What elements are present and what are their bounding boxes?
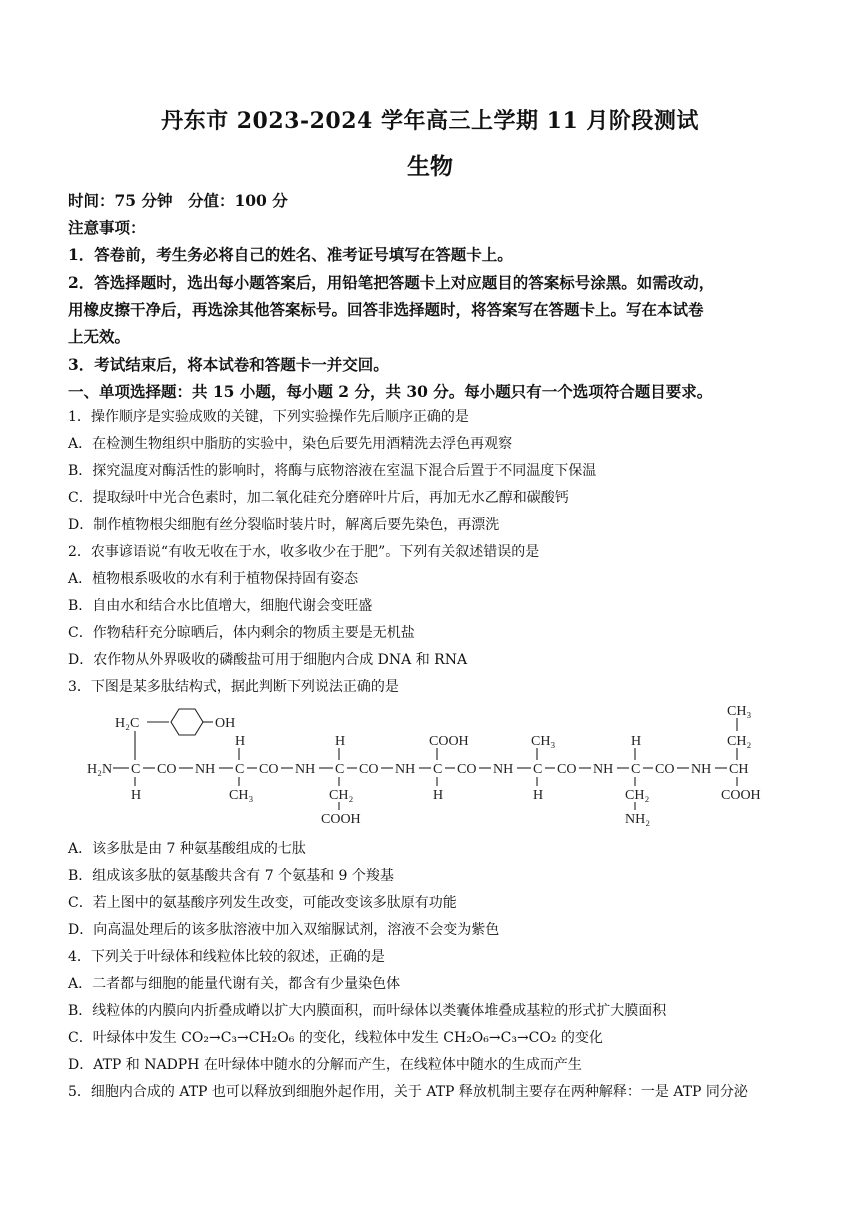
struct-main-nh5: NH xyxy=(593,762,614,777)
notice-1: 1．答卷前，考生务必将自己的姓名、准考证号填写在答题卡上。 xyxy=(68,245,513,264)
struct-top-h-3: H xyxy=(631,734,642,749)
struct-bottom-h-2: H xyxy=(433,788,444,803)
struct-bottom-ch3: CH₃ xyxy=(229,788,254,803)
struct-top-h-1: H xyxy=(235,734,246,749)
struct-bottom-h-1: H xyxy=(131,788,142,803)
q3-stem: 3．下图是某多肽结构式，据此判断下列说法正确的是 xyxy=(68,679,399,695)
struct-main-co6: CO xyxy=(655,762,675,777)
struct-main-c2: C xyxy=(235,762,245,777)
struct-main-nh6: NH xyxy=(691,762,712,777)
struct-main-h2n: H₂N xyxy=(87,762,113,777)
struct-bottom-h-3: H xyxy=(533,788,544,803)
struct-main-co1: CO xyxy=(157,762,177,777)
q4-option-b: B．线粒体的内膜向内折叠成嵴以扩大内膜面积，而叶绿体以类囊体堆叠成基粒的形式扩大膜面积 xyxy=(68,1003,667,1019)
q4-option-d: D．ATP 和 NADPH 在叶绿体中随水的分解而产生，在线粒体中随水的生成而产生 xyxy=(68,1057,582,1073)
struct-main-ch: CH xyxy=(729,762,749,777)
struct-bottom-cooh-2: COOH xyxy=(721,788,761,803)
q2-option-c: C．作物秸秆充分晾晒后，体内剩余的物质主要是无机盐 xyxy=(68,625,415,641)
q5-stem: 5．细胞内合成的 ATP 也可以释放到细胞外起作用，关于 ATP 释放机制主要存在两种解释：一是 ATP 同分泌 xyxy=(68,1084,748,1100)
q2-option-b: B．自由水和结合水比值增大，细胞代谢会变旺盛 xyxy=(68,598,373,614)
q2-stem: 2．农事谚语说“有收无收在于水，收多收少在于肥”。下列有关叙述错误的是 xyxy=(68,544,540,560)
struct-main-co4: CO xyxy=(457,762,477,777)
q3-option-a: A．该多肽是由 7 种氨基酸组成的七肽 xyxy=(68,841,306,857)
struct-main-c1: C xyxy=(131,762,141,777)
notice-2-line-2: 用橡皮擦干净后，再选涂其他答案标号。回答非选择题时，将答案写在答题卡上。写在本试卷 xyxy=(68,300,704,319)
struct-main-co5: CO xyxy=(557,762,577,777)
q4-option-c: C．叶绿体中发生 CO₂→C₃→CH₂O₆ 的变化，线粒体中发生 CH₂O₆→C₃→CO₂ 的变化 xyxy=(68,1030,603,1046)
struct-top-cooh: COOH xyxy=(429,734,469,749)
struct-bottom-ch2-1: CH₂ xyxy=(329,788,354,803)
struct-top-ch2-end: CH₂ xyxy=(727,734,752,749)
struct-benzene-ring xyxy=(171,709,203,735)
struct-main-nh1: NH xyxy=(195,762,216,777)
q1-stem: 1．操作顺序是实验成败的关键，下列实验操作先后顺序正确的是 xyxy=(68,409,469,425)
struct-main-co3: CO xyxy=(359,762,379,777)
struct-main-c6: C xyxy=(631,762,641,777)
notice-2-line-1: 2．答选择题时，选出每小题答案后，用铅笔把答题卡上对应题目的答案标号涂黑。如需改动， xyxy=(68,273,715,292)
struct-main-nh3: NH xyxy=(395,762,416,777)
struct-main-c4: C xyxy=(433,762,443,777)
q1-option-c: C．提取绿叶中光合色素时，加二氧化硅充分磨碎叶片后，再加无水乙醇和碳酸钙 xyxy=(68,490,569,506)
struct-top-ch3-end: CH₃ xyxy=(727,704,752,719)
polypeptide-structure xyxy=(85,700,785,830)
struct-top-h-2: H xyxy=(335,734,346,749)
q4-stem: 4．下列关于叶绿体和线粒体比较的叙述，正确的是 xyxy=(68,949,385,965)
q2-option-d: D．农作物从外界吸收的磷酸盐可用于细胞内合成 DNA 和 RNA xyxy=(68,652,468,668)
struct-top-oh: OH xyxy=(215,716,236,731)
notice-2-line-3: 上无效。 xyxy=(68,327,131,346)
struct-main-nh4: NH xyxy=(493,762,514,777)
notice-title: 注意事项： xyxy=(68,218,146,237)
struct-bottom-nh2: NH₂ xyxy=(625,812,651,827)
q1-option-d: D．制作植物根尖细胞有丝分裂临时装片时，解离后要先染色，再漂洗 xyxy=(68,517,500,533)
q3-option-d: D．向高温处理后的该多肽溶液中加入双缩脲试剂，溶液不会变为紫色 xyxy=(68,922,500,938)
struct-top-ch3: CH₃ xyxy=(531,734,556,749)
q1-option-b: B．探究温度对酶活性的影响时，将酶与底物溶液在室温下混合后置于不同温度下保温 xyxy=(68,463,597,479)
struct-main-c3: C xyxy=(335,762,345,777)
exam-title: 丹东市 2023-2024 学年高三上学期 11 月阶段测试 xyxy=(161,108,699,134)
notice-3: 3．考试结束后，将本试卷和答题卡一并交回。 xyxy=(68,355,389,374)
time-score: 时间：75 分钟 分值：100 分 xyxy=(68,191,288,210)
exam-subject: 生物 xyxy=(407,153,453,180)
struct-main-co2: CO xyxy=(259,762,279,777)
struct-main-nh2: NH xyxy=(295,762,316,777)
q3-option-b: B．组成该多肽的氨基酸共含有 7 个氨基和 9 个羧基 xyxy=(68,868,394,884)
struct-top-h2c: H₂C xyxy=(115,716,140,731)
q1-option-a: A．在检测生物组织中脂肪的实验中，染色后要先用酒精洗去浮色再观察 xyxy=(68,436,513,452)
q3-option-c: C．若上图中的氨基酸序列发生改变，可能改变该多肽原有功能 xyxy=(68,895,457,911)
struct-bottom-ch2-2: CH₂ xyxy=(625,788,650,803)
section-1-heading: 一、单项选择题：共 15 小题，每小题 2 分，共 30 分。每小题只有一个选项符合题目要求。 xyxy=(68,382,713,401)
struct-bottom-cooh-1: COOH xyxy=(321,812,361,827)
q4-option-a: A．二者都与细胞的能量代谢有关，都含有少量染色体 xyxy=(68,976,401,992)
struct-main-c5: C xyxy=(533,762,543,777)
q2-option-a: A．植物根系吸收的水有利于植物保持固有姿态 xyxy=(68,571,359,587)
